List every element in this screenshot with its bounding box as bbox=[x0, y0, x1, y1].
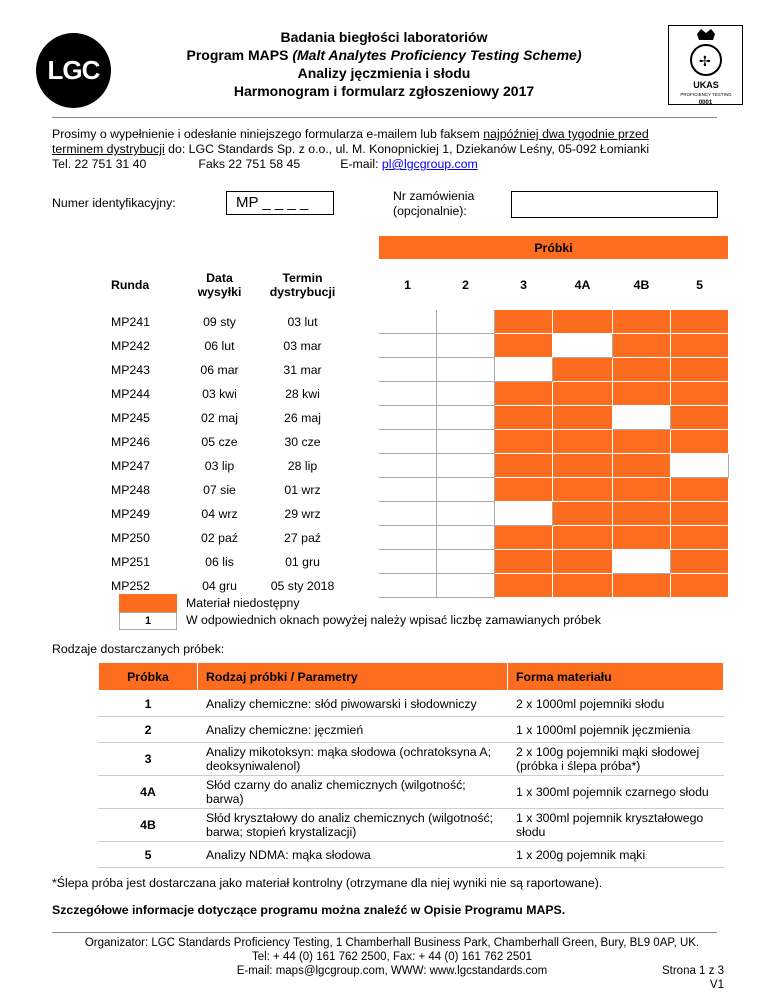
sample-type-form: 2 x 1000ml pojemniki słodu bbox=[508, 691, 724, 717]
sample-cell-5-unavailable bbox=[671, 430, 729, 454]
round-id: MP250 bbox=[99, 526, 183, 550]
ship-date: 02 maj bbox=[183, 406, 257, 430]
sample-cell-1-entry[interactable] bbox=[379, 526, 437, 550]
sample-cell-1-entry[interactable] bbox=[379, 430, 437, 454]
sample-type-id: 2 bbox=[99, 717, 198, 743]
spacer bbox=[349, 478, 379, 502]
sample-cell-3-unavailable bbox=[495, 574, 553, 598]
sample-cell-3-entry[interactable] bbox=[495, 502, 553, 526]
schedule-row bbox=[99, 358, 729, 382]
col-header-ship-date: Data wysyłki bbox=[183, 260, 257, 310]
legend-unavailable-swatch bbox=[119, 594, 177, 612]
sample-type-id: 3 bbox=[99, 743, 198, 776]
sample-cell-4b-unavailable bbox=[613, 358, 671, 382]
svg-text:✢: ✢ bbox=[699, 54, 711, 70]
schedule-row bbox=[99, 334, 729, 358]
sample-type-id: 4B bbox=[99, 809, 198, 842]
spacer bbox=[349, 358, 379, 382]
sample-cell-5-unavailable bbox=[671, 406, 729, 430]
sample-cell-1-entry[interactable] bbox=[379, 406, 437, 430]
sample-cell-1-entry[interactable] bbox=[379, 310, 437, 334]
sample-cell-5-unavailable bbox=[671, 478, 729, 502]
sample-cell-2-entry[interactable] bbox=[437, 310, 495, 334]
sample-cell-5-unavailable bbox=[671, 574, 729, 598]
ship-date: 07 sie bbox=[183, 478, 257, 502]
sample-cell-4a-unavailable bbox=[553, 358, 613, 382]
sample-cell-4b-entry[interactable] bbox=[613, 550, 671, 574]
round-id: MP242 bbox=[99, 334, 183, 358]
round-id: MP252 bbox=[99, 574, 183, 598]
ship-date: 09 sty bbox=[183, 310, 257, 334]
sample-cell-4b-unavailable bbox=[613, 430, 671, 454]
sample-type-row bbox=[99, 809, 724, 842]
sample-cell-4b-unavailable bbox=[613, 574, 671, 598]
sample-cell-3-unavailable bbox=[495, 430, 553, 454]
spacer bbox=[349, 502, 379, 526]
sample-type-desc: Słód czarny do analiz chemicznych (wilgotność; barwa) bbox=[198, 776, 508, 809]
deadline-date: 28 lip bbox=[257, 454, 349, 478]
sample-cell-2-entry[interactable] bbox=[437, 478, 495, 502]
sample-type-form: 1 x 200g pojemnik mąki bbox=[508, 842, 724, 868]
spacer bbox=[349, 382, 379, 406]
legend-text: Materiał niedostępny W odpowiednich oknach powyżej należy wpisać liczbę zamawianych próbek bbox=[186, 596, 601, 627]
types-header-params: Rodzaj próbki / Parametry bbox=[198, 663, 508, 691]
samples-header: Próbki bbox=[379, 236, 729, 260]
ship-date: 06 lut bbox=[183, 334, 257, 358]
spacer bbox=[349, 550, 379, 574]
sample-type-id: 5 bbox=[99, 842, 198, 868]
sample-cell-4b-unavailable bbox=[613, 526, 671, 550]
more-info: Szczegółowe informacje dotyczące programu można znaleźć w Opisie Programu MAPS. bbox=[52, 903, 566, 917]
sample-cell-1-entry[interactable] bbox=[379, 382, 437, 406]
sample-type-desc: Słód kryształowy do analiz chemicznych (wilgotność; barwa; stopień krystalizacji) bbox=[198, 809, 508, 842]
ship-date: 03 kwi bbox=[183, 382, 257, 406]
sample-cell-3-unavailable bbox=[495, 382, 553, 406]
sample-cell-4a-unavailable bbox=[553, 502, 613, 526]
sample-cell-5-unavailable bbox=[671, 550, 729, 574]
deadline-date: 05 sty 2018 bbox=[257, 574, 349, 598]
col-header-round: Runda bbox=[99, 260, 183, 310]
legend-entry-box: 1 bbox=[119, 612, 177, 630]
schedule-row bbox=[99, 550, 729, 574]
sample-cell-5-unavailable bbox=[671, 310, 729, 334]
id-field[interactable]: MP _ _ _ _ bbox=[226, 191, 334, 215]
sample-cell-1-entry[interactable] bbox=[379, 334, 437, 358]
ship-date: 04 gru bbox=[183, 574, 257, 598]
round-id: MP243 bbox=[99, 358, 183, 382]
schedule-row bbox=[99, 382, 729, 406]
sample-type-desc: Analizy NDMA: mąka słodowa bbox=[198, 842, 508, 868]
sample-cell-4a-unavailable bbox=[553, 406, 613, 430]
round-id: MP251 bbox=[99, 550, 183, 574]
schedule-table bbox=[98, 235, 729, 598]
sample-cell-4b-unavailable bbox=[613, 502, 671, 526]
deadline-date: 01 wrz bbox=[257, 478, 349, 502]
schedule-row bbox=[99, 526, 729, 550]
sample-cell-4b-entry[interactable] bbox=[613, 406, 671, 430]
schedule-row bbox=[99, 430, 729, 454]
sample-cell-3-unavailable bbox=[495, 406, 553, 430]
sample-cell-3-unavailable bbox=[495, 310, 553, 334]
sample-cell-2-entry[interactable] bbox=[437, 382, 495, 406]
schedule-row bbox=[99, 406, 729, 430]
col-header-sample-5: 5 bbox=[671, 260, 729, 310]
blank-sample-note: *Ślepa próba jest dostarczana jako materiał kontrolny (otrzymane dla niej wyniki nie są raportowane). bbox=[52, 876, 603, 890]
sample-cell-4a-entry[interactable] bbox=[553, 334, 613, 358]
sample-cell-2-entry[interactable] bbox=[437, 574, 495, 598]
sample-cell-5-unavailable bbox=[671, 526, 729, 550]
order-number-input[interactable] bbox=[511, 191, 718, 218]
spacer bbox=[349, 430, 379, 454]
sample-type-row bbox=[99, 842, 724, 868]
sample-cell-2-entry[interactable] bbox=[437, 406, 495, 430]
page-info: Strona 1 z 3 V1 bbox=[661, 965, 724, 991]
sample-cell-2-entry[interactable] bbox=[437, 430, 495, 454]
round-id: MP249 bbox=[99, 502, 183, 526]
footer-organizer: Organizator: LGC Standards Proficiency Testing, 1 Chamberhall Business Park, Chamberhall Green, Bury, BL9 0AP, UK. Tel: + 44 (0) 161 762 2500, Fax: + 44 (0) 161 762 2501 E-mail: maps@lgcgroup.com, WWW: www.lgcstandards.com bbox=[84, 937, 700, 977]
deadline-date: 28 kwi bbox=[257, 382, 349, 406]
sample-cell-3-unavailable bbox=[495, 334, 553, 358]
sample-cell-4a-unavailable bbox=[553, 526, 613, 550]
schedule-row bbox=[99, 502, 729, 526]
col-header-deadline: Termin dystrybucji bbox=[257, 260, 349, 310]
sample-cell-4b-unavailable bbox=[613, 310, 671, 334]
sample-cell-2-entry[interactable] bbox=[437, 502, 495, 526]
spacer bbox=[349, 310, 379, 334]
round-id: MP248 bbox=[99, 478, 183, 502]
schedule-row bbox=[99, 478, 729, 502]
sample-type-form: 1 x 300ml pojemnik kryształowego słodu bbox=[508, 809, 724, 842]
ship-date: 04 wrz bbox=[183, 502, 257, 526]
sample-cell-3-unavailable bbox=[495, 478, 553, 502]
sample-types-table bbox=[98, 662, 724, 868]
ukas-code: 0001 bbox=[698, 100, 713, 106]
col-header-sample-1: 1 bbox=[379, 260, 437, 310]
id-label: Numer identyfikacyjny: bbox=[52, 196, 176, 210]
sample-cell-4b-unavailable bbox=[613, 334, 671, 358]
sample-type-desc: Analizy mikotoksyn: mąka słodowa (ochratoksyna A; deoksyniwalenol) bbox=[198, 743, 508, 776]
sample-cell-4a-unavailable bbox=[553, 382, 613, 406]
sample-cell-4b-unavailable bbox=[613, 478, 671, 502]
types-header-sample: Próbka bbox=[99, 663, 198, 691]
deadline-date: 03 mar bbox=[257, 334, 349, 358]
types-header-form: Forma materiału bbox=[508, 663, 724, 691]
schedule-row bbox=[99, 454, 729, 478]
sample-cell-2-entry[interactable] bbox=[437, 454, 495, 478]
footer-divider bbox=[52, 932, 717, 933]
ukas-label: UKAS bbox=[693, 80, 719, 90]
ship-date: 03 lip bbox=[183, 454, 257, 478]
col-header-sample-3: 3 bbox=[495, 260, 553, 310]
deadline-date: 01 gru bbox=[257, 550, 349, 574]
lgc-logo: LGC bbox=[36, 33, 111, 108]
schedule-row bbox=[99, 310, 729, 334]
sample-cell-4a-unavailable bbox=[553, 574, 613, 598]
sample-cell-5-entry[interactable] bbox=[671, 454, 729, 478]
col-header-sample-4b: 4B bbox=[613, 260, 671, 310]
sample-cell-4b-unavailable bbox=[613, 382, 671, 406]
email-link[interactable]: pl@lgcgroup.com bbox=[381, 157, 478, 171]
sample-type-id: 4A bbox=[99, 776, 198, 809]
spacer bbox=[349, 526, 379, 550]
sample-cell-4a-unavailable bbox=[553, 310, 613, 334]
sample-cell-1-entry[interactable] bbox=[379, 550, 437, 574]
sample-type-id: 1 bbox=[99, 691, 198, 717]
deadline-date: 03 lut bbox=[257, 310, 349, 334]
intro-text: Prosimy o wypełnienie i odesłanie niniejszego formularza e-mailem lub faksem najpóźniej dwa tygodnie przed terminem dystrybucji do: LGC Standards Sp. z o.o., ul. M. Konopnickiej 1, Dziekanów Leśny, 05-092 Łomianki Tel. 22 751 31 40 Faks 22 751 58 45 E-mail: pl@lgcgroup.com bbox=[52, 127, 650, 171]
sample-cell-3-unavailable bbox=[495, 550, 553, 574]
sample-cell-4a-unavailable bbox=[553, 478, 613, 502]
ship-date: 06 mar bbox=[183, 358, 257, 382]
round-id: MP246 bbox=[99, 430, 183, 454]
sample-cell-2-entry[interactable] bbox=[437, 334, 495, 358]
sample-type-row bbox=[99, 743, 724, 776]
deadline-date: 31 mar bbox=[257, 358, 349, 382]
sample-cell-5-unavailable bbox=[671, 358, 729, 382]
spacer bbox=[349, 454, 379, 478]
spacer bbox=[349, 406, 379, 430]
deadline-date: 26 maj bbox=[257, 406, 349, 430]
sample-type-desc: Analizy chemiczne: jęczmień bbox=[198, 717, 508, 743]
schedule-row bbox=[99, 574, 729, 598]
col-header-sample-2: 2 bbox=[437, 260, 495, 310]
round-id: MP241 bbox=[99, 310, 183, 334]
sample-cell-2-entry[interactable] bbox=[437, 550, 495, 574]
sample-cell-1-entry[interactable] bbox=[379, 574, 437, 598]
round-id: MP245 bbox=[99, 406, 183, 430]
sample-cell-5-unavailable bbox=[671, 502, 729, 526]
sample-cell-2-entry[interactable] bbox=[437, 358, 495, 382]
sample-cell-1-entry[interactable] bbox=[379, 358, 437, 382]
sample-type-desc: Analizy chemiczne: słód piwowarski i słodowniczy bbox=[198, 691, 508, 717]
ship-date: 06 lis bbox=[183, 550, 257, 574]
sample-type-row bbox=[99, 691, 724, 717]
order-label: Nr zamówienia (opcjonalnie): bbox=[393, 189, 475, 218]
sample-cell-4a-unavailable bbox=[553, 550, 613, 574]
ship-date: 02 paź bbox=[183, 526, 257, 550]
sample-cell-5-unavailable bbox=[671, 382, 729, 406]
sample-cell-2-entry[interactable] bbox=[437, 526, 495, 550]
sample-cell-5-unavailable bbox=[671, 334, 729, 358]
deadline-date: 27 paź bbox=[257, 526, 349, 550]
sample-type-form: 1 x 1000ml pojemnik jęczmienia bbox=[508, 717, 724, 743]
spacer bbox=[349, 334, 379, 358]
ukas-sub: PROFICIENCY TESTING bbox=[680, 92, 732, 97]
sample-cell-4b-unavailable bbox=[613, 454, 671, 478]
spacer bbox=[349, 574, 379, 598]
deadline-date: 29 wrz bbox=[257, 502, 349, 526]
sample-cell-1-entry[interactable] bbox=[379, 478, 437, 502]
sample-type-form: 1 x 300ml pojemnik czarnego słodu bbox=[508, 776, 724, 809]
sample-type-row bbox=[99, 776, 724, 809]
sample-cell-1-entry[interactable] bbox=[379, 502, 437, 526]
sample-cell-1-entry[interactable] bbox=[379, 454, 437, 478]
header-divider bbox=[52, 117, 717, 118]
round-id: MP247 bbox=[99, 454, 183, 478]
col-header-sample-4a: 4A bbox=[553, 260, 613, 310]
sample-cell-4a-unavailable bbox=[553, 430, 613, 454]
round-id: MP244 bbox=[99, 382, 183, 406]
sample-cell-4a-unavailable bbox=[553, 454, 613, 478]
sample-types-heading: Rodzaje dostarczanych próbek: bbox=[52, 642, 225, 656]
sample-type-row bbox=[99, 717, 724, 743]
ship-date: 05 cze bbox=[183, 430, 257, 454]
sample-cell-3-entry[interactable] bbox=[495, 358, 553, 382]
sample-cell-3-unavailable bbox=[495, 526, 553, 550]
deadline-date: 30 cze bbox=[257, 430, 349, 454]
sample-cell-3-unavailable bbox=[495, 454, 553, 478]
sample-type-form: 2 x 100g pojemniki mąki słodowej (próbka i ślepa próba*) bbox=[508, 743, 724, 776]
page-title: Badania biegłości laboratoriów Program MAPS (Malt Analytes Proficiency Testing Scheme) Analizy jęczmienia i słodu Harmonogram i formularz zgłoszeniowy 2017 bbox=[186, 29, 582, 99]
